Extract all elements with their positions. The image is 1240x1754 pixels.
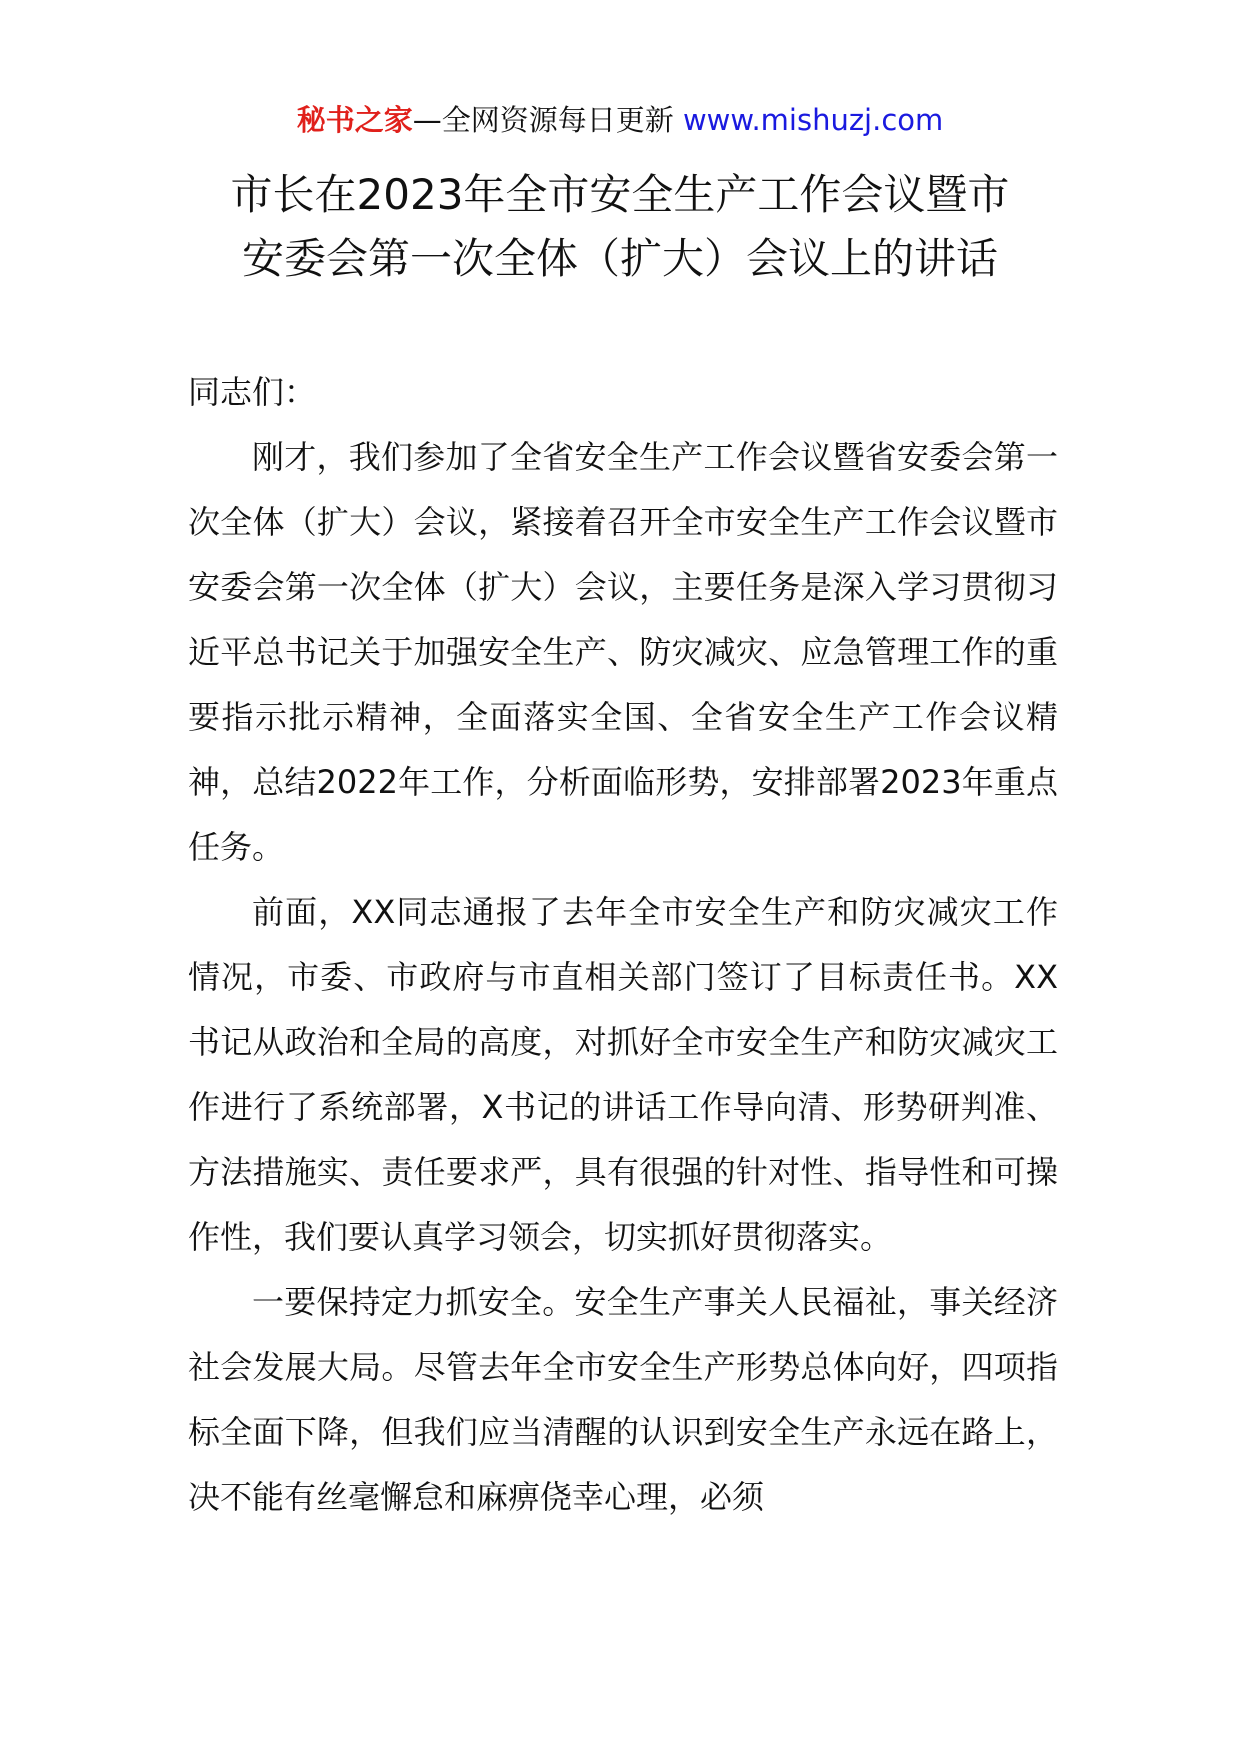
header-tagline: —全网资源每日更新 <box>412 103 674 137</box>
paragraph-1: 刚才，我们参加了全省安全生产工作会议暨省安委会第一次全体（扩大）会议，紧接着召开全市安全生产工作会议暨市安委会第一次全体（扩大）会议，主要任务是深入学习贯彻习近平总书记关于加强安全生产、防灾减灾、应急管理工作的重要指示批示精神，全面落实全国、全省安全生产工作会议精神，总结2022年工作，分析面临形势，安排部署2023年重点任务。 <box>188 438 1058 866</box>
document-title <box>0 163 1240 291</box>
document-body <box>188 360 1058 1530</box>
title-line-2: 安委会第一次全体（扩大）会议上的讲话 <box>241 234 998 283</box>
paragraph-2: 前面，XX同志通报了去年全市安全生产和防灾减灾工作情况，市委、市政府与市直相关部门签订了目标责任书。XX书记从政治和全局的高度，对抓好全市安全生产和防灾减灾工作进行了系统部署，X书记的讲话工作导向清、形势研判准、方法措施实、责任要求严，具有很强的针对性、指导性和可操作性，我们要认真学习领会，切实抓好贯彻落实。 <box>188 893 1058 1256</box>
brand-name: 秘书之家 <box>296 103 413 137</box>
site-header <box>0 100 1240 140</box>
salutation: 同志们： <box>188 373 317 411</box>
site-url-link[interactable]: www.mishuzj.com <box>682 103 944 137</box>
paragraph-3: 一要保持定力抓安全。安全生产事关人民福祉，事关经济社会发展大局。尽管去年全市安全生产形势总体向好，四项指标全面下降，但我们应当清醒的认识到安全生产永远在路上，决不能有丝毫懈怠和麻痹侥幸心理，必须 <box>188 1283 1058 1516</box>
title-line-1: 市长在2023年全市安全生产工作会议暨市 <box>230 170 1010 219</box>
